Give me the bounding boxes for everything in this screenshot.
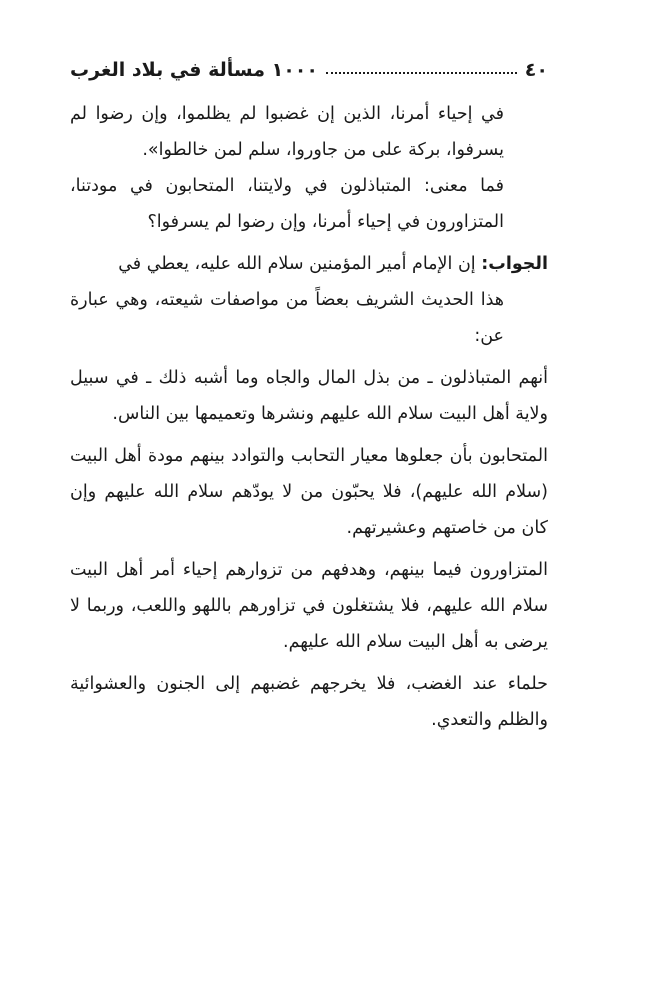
book-title: ١٠٠٠ مسألة في بلاد الغرب [70,59,318,81]
header-dot-leader [326,72,517,74]
paragraph-spending: أنهم المتباذلون ـ من بذل المال والجاه وما أشبه ذلك ـ في سبيل ولاية أهل البيت سلام الله عليهم ونشرها وتعميمها بين الناس. [70,368,548,424]
running-header [70,52,548,88]
question-paragraph: فما معنى: المتباذلون في ولايتنا، المتحابون في مودتنا، المتزاورون في إحياء أمرنا، وإن رضوا لم يسرفوا؟ [70,176,504,232]
paragraph-loving: المتحابون بأن جعلوها معيار التحابب والتوادد بينهم مودة أهل البيت (سلام الله عليهم)، فلا يحبّون من لا يودّهم سلام الله عليهم وإن كان من خاصتهم وعشيرتهم. [70,446,548,538]
question-continuation: في إحياء أمرنا، الذين إن غضبوا لم يظلموا، وإن رضوا لم يسرفوا، بركة على من جاوروا، سلم لمن خالطوا». [70,104,504,160]
answer-label: الجواب: [481,254,548,274]
answer-continuation: هذا الحديث الشريف بعضاً من مواصفات شيعته، وهي عبارة عن: [70,290,504,346]
answer-first-line [70,246,548,282]
paragraph-visiting: المتزاورون فيما بينهم، وهدفهم من تزوارهم إحياء أمر أهل البيت سلام الله عليهم، فلا يشتغلون في تزاورهم باللهو واللعب، وربما لا يرضى به أهل البيت سلام الله عليهم. [70,560,548,652]
paragraph-forbearing: حلماء عند الغضب، فلا يخرجهم غضبهم إلى الجنون والعشوائية والظلم والتعدي. [70,674,548,730]
page-body [70,96,548,738]
answer-first-line-text: إن الإمام أمير المؤمنين سلام الله عليه، يعطي في [118,254,476,274]
page-number: ٤٠ [524,59,548,81]
